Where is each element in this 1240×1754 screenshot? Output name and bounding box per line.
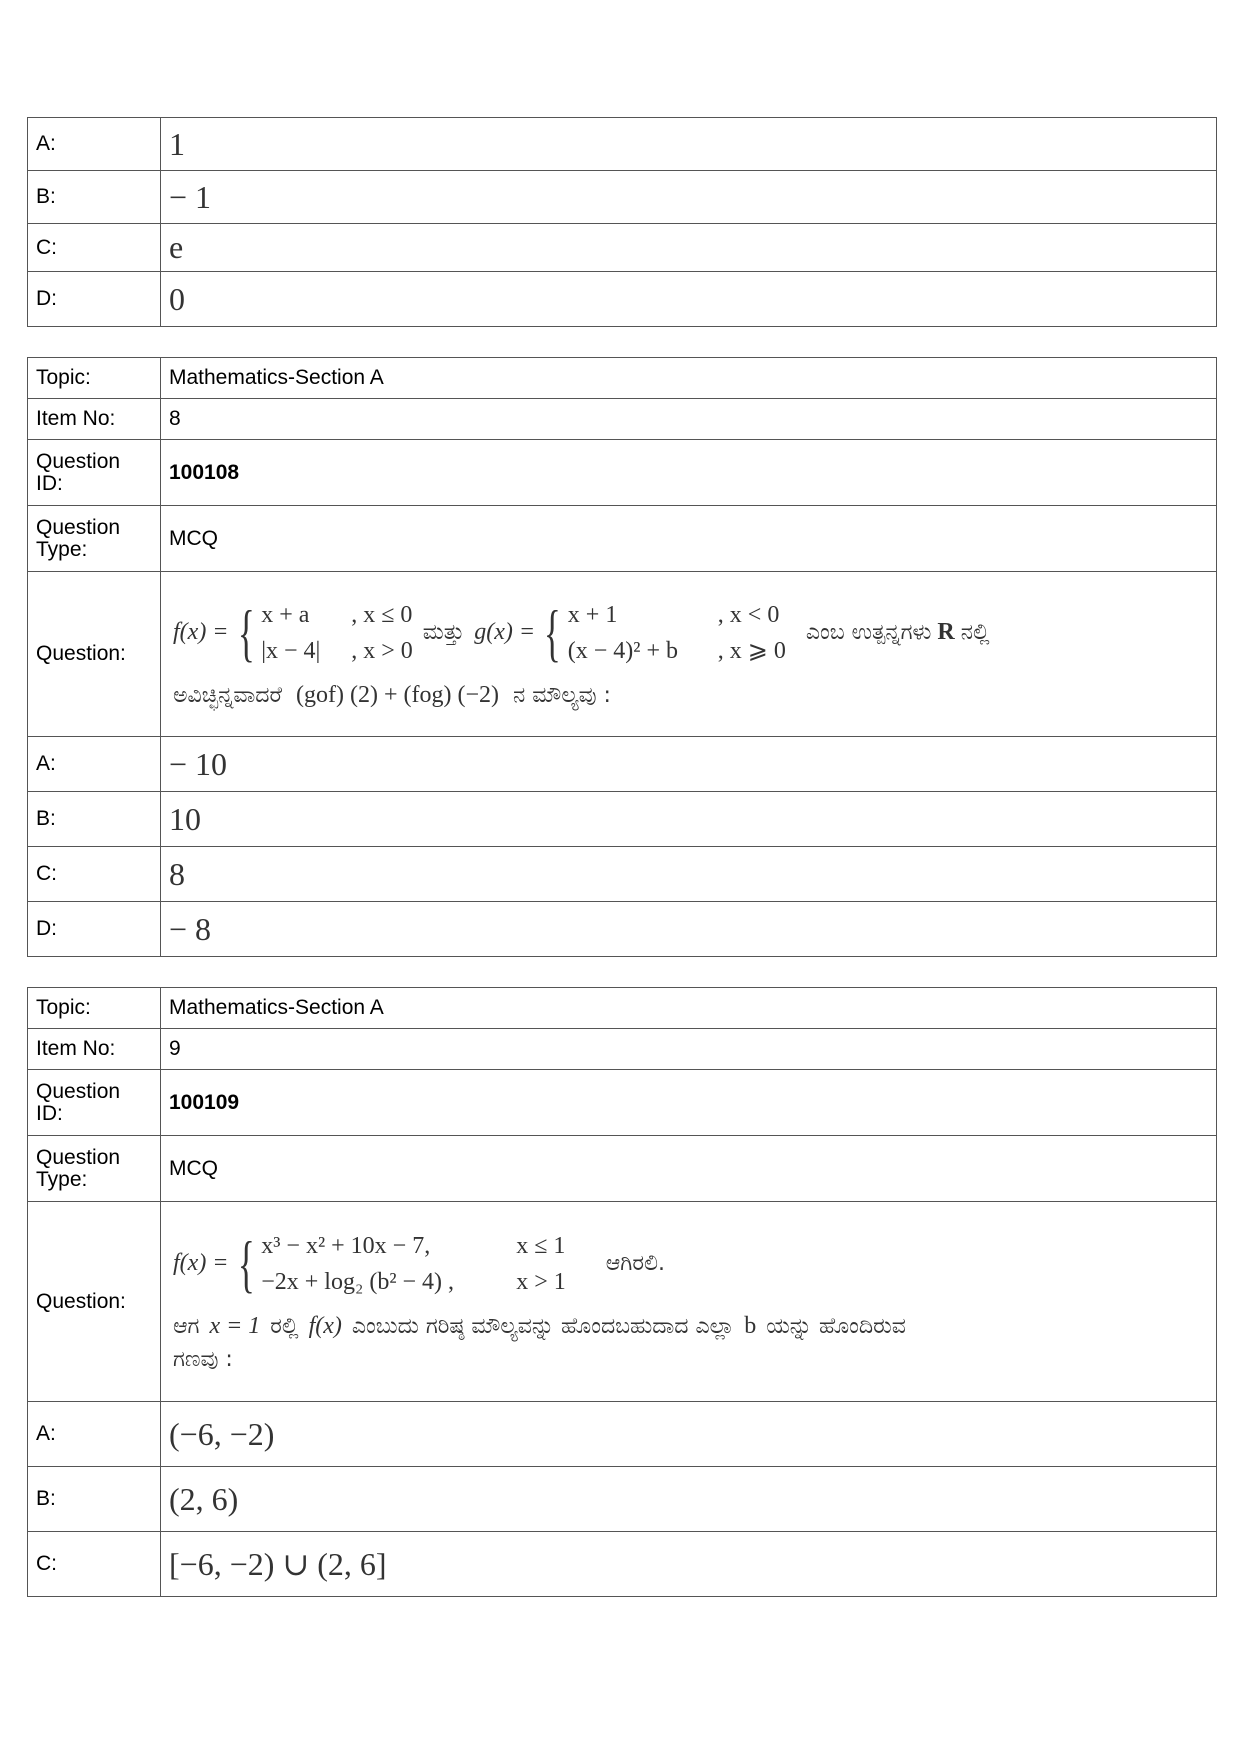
question-body [161, 572, 1217, 737]
question-label: Question: [28, 572, 161, 737]
tail-text-1: ಎಂಬ ಉತ್ಪನ್ನಗಳು [805, 620, 932, 645]
case2-cond: x > 1 [516, 1268, 566, 1295]
question-type-label: Question Type: [28, 1136, 161, 1202]
option-c-label: C: [28, 847, 161, 902]
option-b-value: − 1 [161, 171, 1217, 224]
option-c-value: [−6, −2) ∪ (2, 6] [161, 1532, 1217, 1597]
option-b-value: (2, 6) [161, 1467, 1217, 1532]
case1-cond: x ≤ 1 [516, 1232, 566, 1259]
case1-expr: x³ − x² + 10x − 7, [261, 1232, 431, 1259]
question-body [161, 1202, 1217, 1402]
option-a-value: (−6, −2) [161, 1402, 1217, 1467]
line2-b: ರಲ್ಲಿ [270, 1313, 299, 1339]
f-lhs: f(x) = [173, 619, 229, 645]
g-case2-cond: , x ⩾ 0 [717, 637, 786, 664]
f-lhs: f(x) = [173, 1250, 229, 1276]
question-type-label: Question Type: [28, 506, 161, 572]
option-a-label: A: [28, 737, 161, 792]
f-case2-expr: |x − 4| [261, 637, 321, 664]
item-no-value: 8 [161, 399, 1217, 440]
question-id-value: 100108 [161, 440, 1217, 506]
question-type-value: MCQ [161, 1136, 1217, 1202]
line3: ಗಣವು : [173, 1346, 233, 1372]
question-id-value: 100109 [161, 1070, 1217, 1136]
option-d-value: 0 [161, 272, 1217, 327]
line2-kannada: ಅವಿಚ್ಛಿನ್ನವಾದರೆ [173, 682, 282, 708]
line2-c: ಎಂಬುದು ಗರಿಷ್ಠ ಮೌಲ್ಯವನ್ನು ಹೊಂದಬಹುದಾದ ಎಲ್ಲಾ [351, 1313, 735, 1339]
brace-icon: { [543, 596, 561, 668]
topic-label: Topic: [28, 988, 161, 1029]
option-a-label: A: [28, 1402, 161, 1467]
topic-label: Topic: [28, 358, 161, 399]
option-a-value: − 10 [161, 737, 1217, 792]
option-b-value: 10 [161, 792, 1217, 847]
and-word: ಮತ್ತು [422, 620, 465, 645]
option-b-label: B: [28, 1467, 161, 1532]
option-c-label: C: [28, 224, 161, 272]
topic-value: Mathematics-Section A [161, 358, 1217, 399]
question-table-9 [27, 987, 1217, 1597]
option-a-label: A: [28, 118, 161, 171]
options-table-1 [27, 117, 1217, 327]
item-no-label: Item No: [28, 399, 161, 440]
line2-math1: x = 1 [209, 1312, 261, 1339]
option-a-value: 1 [161, 118, 1217, 171]
case2-expr: −2x + log₂ (b² − 4) , [261, 1268, 455, 1295]
g-case1-expr: x + 1 [567, 601, 618, 628]
function-f [173, 597, 413, 669]
line2-math: (gof) (2) + (fog) (−2) [296, 681, 499, 708]
option-c-label: C: [28, 1532, 161, 1597]
f-case2-cond: , x > 0 [351, 637, 413, 664]
question-table-8 [27, 357, 1217, 957]
function-g [474, 597, 786, 669]
after-cases: ಆಗಿರಲಿ. [605, 1251, 665, 1276]
item-no-label: Item No: [28, 1029, 161, 1070]
option-c-value: 8 [161, 847, 1217, 902]
line2-math3: b [744, 1312, 757, 1339]
g-lhs: g(x) = [474, 619, 536, 645]
option-b-label: B: [28, 171, 161, 224]
line2-end: ನ ಮೌಲ್ಯವು : [513, 682, 611, 708]
question-label: Question: [28, 1202, 161, 1402]
option-c-value: e [161, 224, 1217, 272]
question-type-value: MCQ [161, 506, 1217, 572]
g-case2-expr: (x − 4)² + b [567, 637, 679, 664]
function-f [173, 1228, 566, 1300]
tail-text-2: ನಲ್ಲಿ [960, 620, 990, 645]
line2-math2: f(x) [308, 1312, 342, 1339]
option-d-label: D: [28, 902, 161, 957]
tail-bold-r: R [937, 619, 955, 645]
g-cases [568, 597, 786, 669]
option-b-label: B: [28, 792, 161, 847]
line2-a: ಆಗ [173, 1313, 200, 1339]
f-cases [261, 597, 413, 669]
line2-d: ಯನ್ನು ಹೊಂದಿರುವ [766, 1313, 906, 1339]
item-no-value: 9 [161, 1029, 1217, 1070]
option-d-value: − 8 [161, 902, 1217, 957]
option-d-label: D: [28, 272, 161, 327]
brace-icon: { [237, 1227, 255, 1299]
f-case1-expr: x + a [261, 601, 310, 628]
question-id-label: Question ID: [28, 1070, 161, 1136]
brace-icon: { [237, 596, 255, 668]
g-case1-cond: , x < 0 [717, 601, 780, 628]
f-case1-cond: , x ≤ 0 [351, 601, 413, 628]
question-id-label: Question ID: [28, 440, 161, 506]
f-cases [261, 1228, 566, 1300]
topic-value: Mathematics-Section A [161, 988, 1217, 1029]
